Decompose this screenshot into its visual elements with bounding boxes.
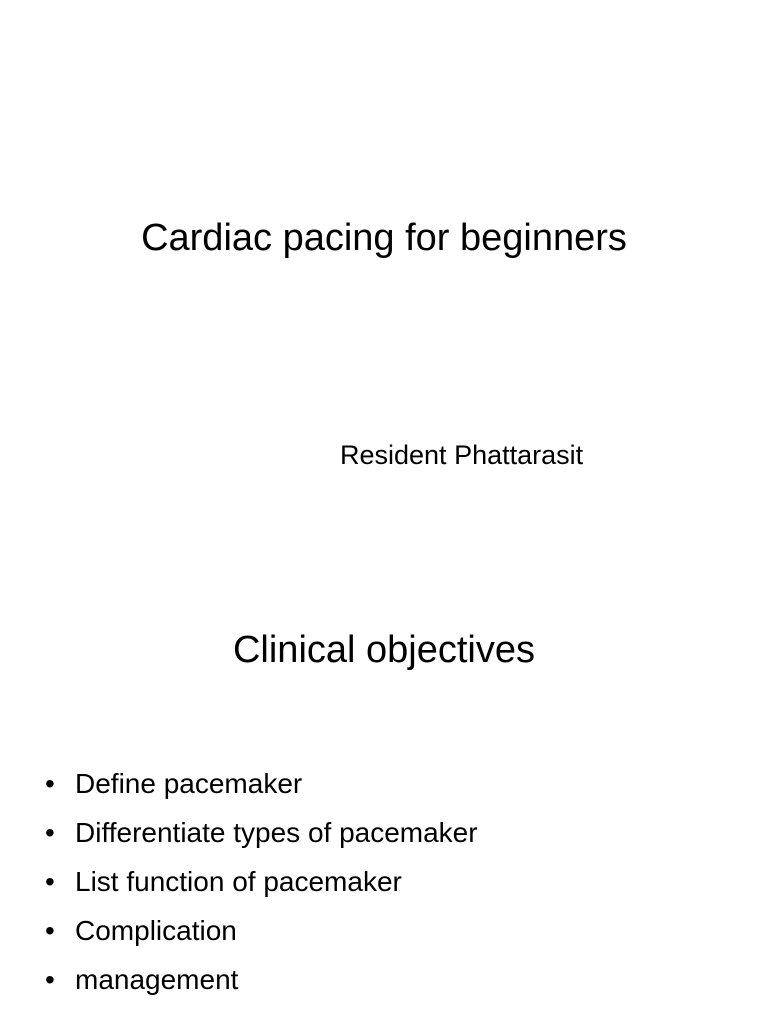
list-item-text: List function of pacemaker — [75, 866, 402, 897]
list-item-text: management — [75, 964, 239, 995]
bullet-icon: • — [45, 866, 55, 897]
bullet-icon: • — [45, 964, 55, 995]
list-item-text: Complication — [75, 915, 237, 946]
list-item-text: Define pacemaker — [75, 768, 303, 799]
slide-title: Cardiac pacing for beginners — [141, 217, 627, 259]
objectives-slide — [0, 576, 768, 1024]
objectives-heading: Clinical objectives — [232, 629, 535, 671]
bullet-icon: • — [45, 915, 55, 946]
list-item-text: Differentiate types of pacemaker — [75, 817, 478, 848]
slide-subtitle: Resident Phattarasit — [340, 440, 584, 470]
bullet-icon: • — [45, 768, 55, 799]
bullet-icon: • — [45, 817, 55, 848]
